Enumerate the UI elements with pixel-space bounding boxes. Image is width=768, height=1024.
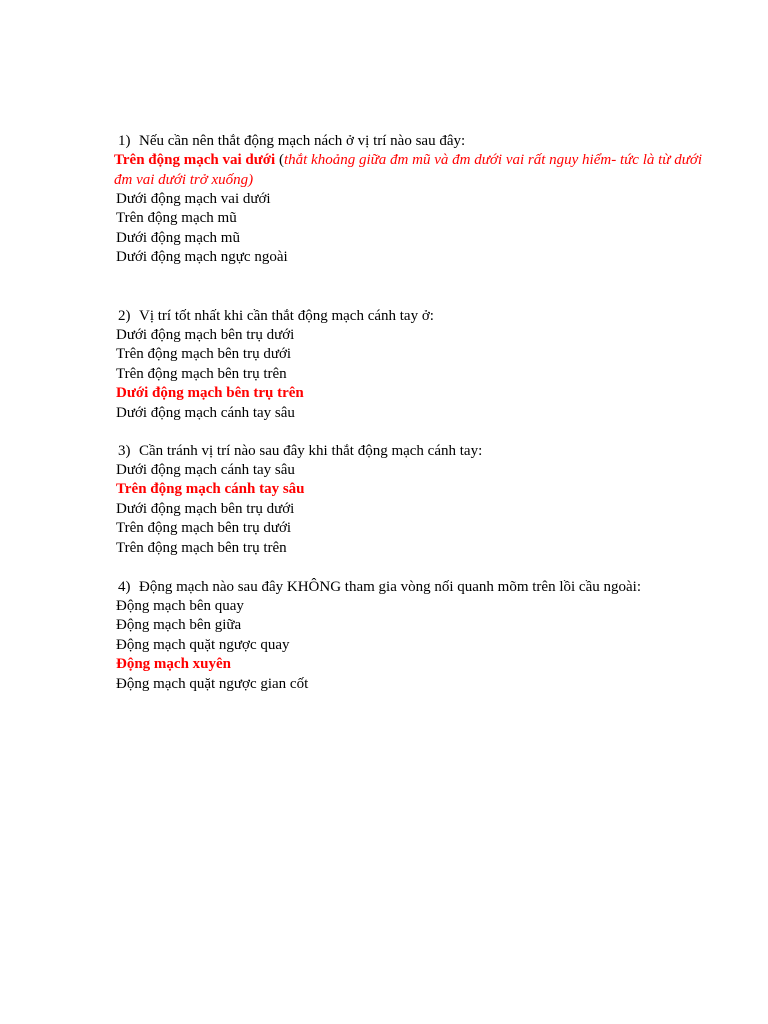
answer-option: Dưới động mạch cánh tay sâu — [116, 462, 295, 478]
question-number: 3) — [118, 443, 131, 459]
question-number: 1) — [118, 133, 131, 149]
answer-option: Động mạch bên giữa — [116, 617, 242, 634]
question-stem — [118, 577, 768, 597]
answer-option: Dưới động mạch bên trụ dưới — [116, 500, 295, 517]
question-number: 4) — [118, 579, 131, 595]
question-1 — [0, 131, 768, 268]
answer-option: Trên động mạch mũ — [116, 210, 237, 227]
question-2 — [0, 306, 768, 423]
answer-option: Dưới động mạch ngực ngoài — [116, 249, 288, 266]
question-stem — [118, 441, 768, 461]
answer-option: Trên động mạch bên trụ dưới — [116, 520, 292, 537]
question-stem — [118, 306, 768, 326]
answer-option: Động mạch quặt ngược gian cốt — [116, 675, 309, 692]
answer-note: thắt khoảng giữa đm mũ và đm dưới vai rất nguy hiểm- tức là từ dưới đm vai dưới trở xuống) — [114, 152, 703, 188]
question-3 — [0, 441, 768, 558]
question-text: Động mạch nào sau đây KHÔNG tham gia vòng nối quanh mõm trên lồi cầu ngoài: — [139, 579, 641, 595]
answer-option: Động mạch bên quay — [116, 598, 244, 614]
answer-option: Dưới động mạch vai dưới — [116, 191, 271, 207]
answer-option: Dưới động mạch mũ — [116, 229, 240, 246]
answer-option: Động mạch quặt ngược quay — [116, 636, 290, 653]
correct-answer: Trên động mạch vai dưới — [114, 152, 276, 168]
question-number: 2) — [118, 308, 131, 324]
answer-option: Trên động mạch bên trụ trên — [116, 539, 287, 556]
answer-option: Dưới động mạch cánh tay sâu — [116, 404, 295, 421]
answer-option: Dưới động mạch bên trụ dưới — [116, 327, 295, 343]
question-text: Nếu cần nên thắt động mạch nách ở vị trí nào sau đây: — [139, 133, 466, 149]
correct-answer: Động mạch xuyên — [116, 656, 232, 673]
note-open-paren: ( — [275, 152, 284, 168]
question-4 — [0, 577, 768, 694]
correct-answer-with-note — [114, 151, 714, 190]
answer-option: Trên động mạch bên trụ dưới — [116, 346, 292, 363]
correct-answer: Trên động mạch cánh tay sâu — [116, 481, 305, 498]
question-text: Cần tránh vị trí nào sau đây khi thắt động mạch cánh tay: — [139, 443, 483, 459]
correct-answer: Dưới động mạch bên trụ trên — [116, 385, 304, 402]
question-text: Vị trí tốt nhất khi cần thắt động mạch cánh tay ở: — [139, 308, 434, 324]
answer-option: Trên động mạch bên trụ trên — [116, 365, 287, 382]
question-stem — [118, 131, 768, 151]
